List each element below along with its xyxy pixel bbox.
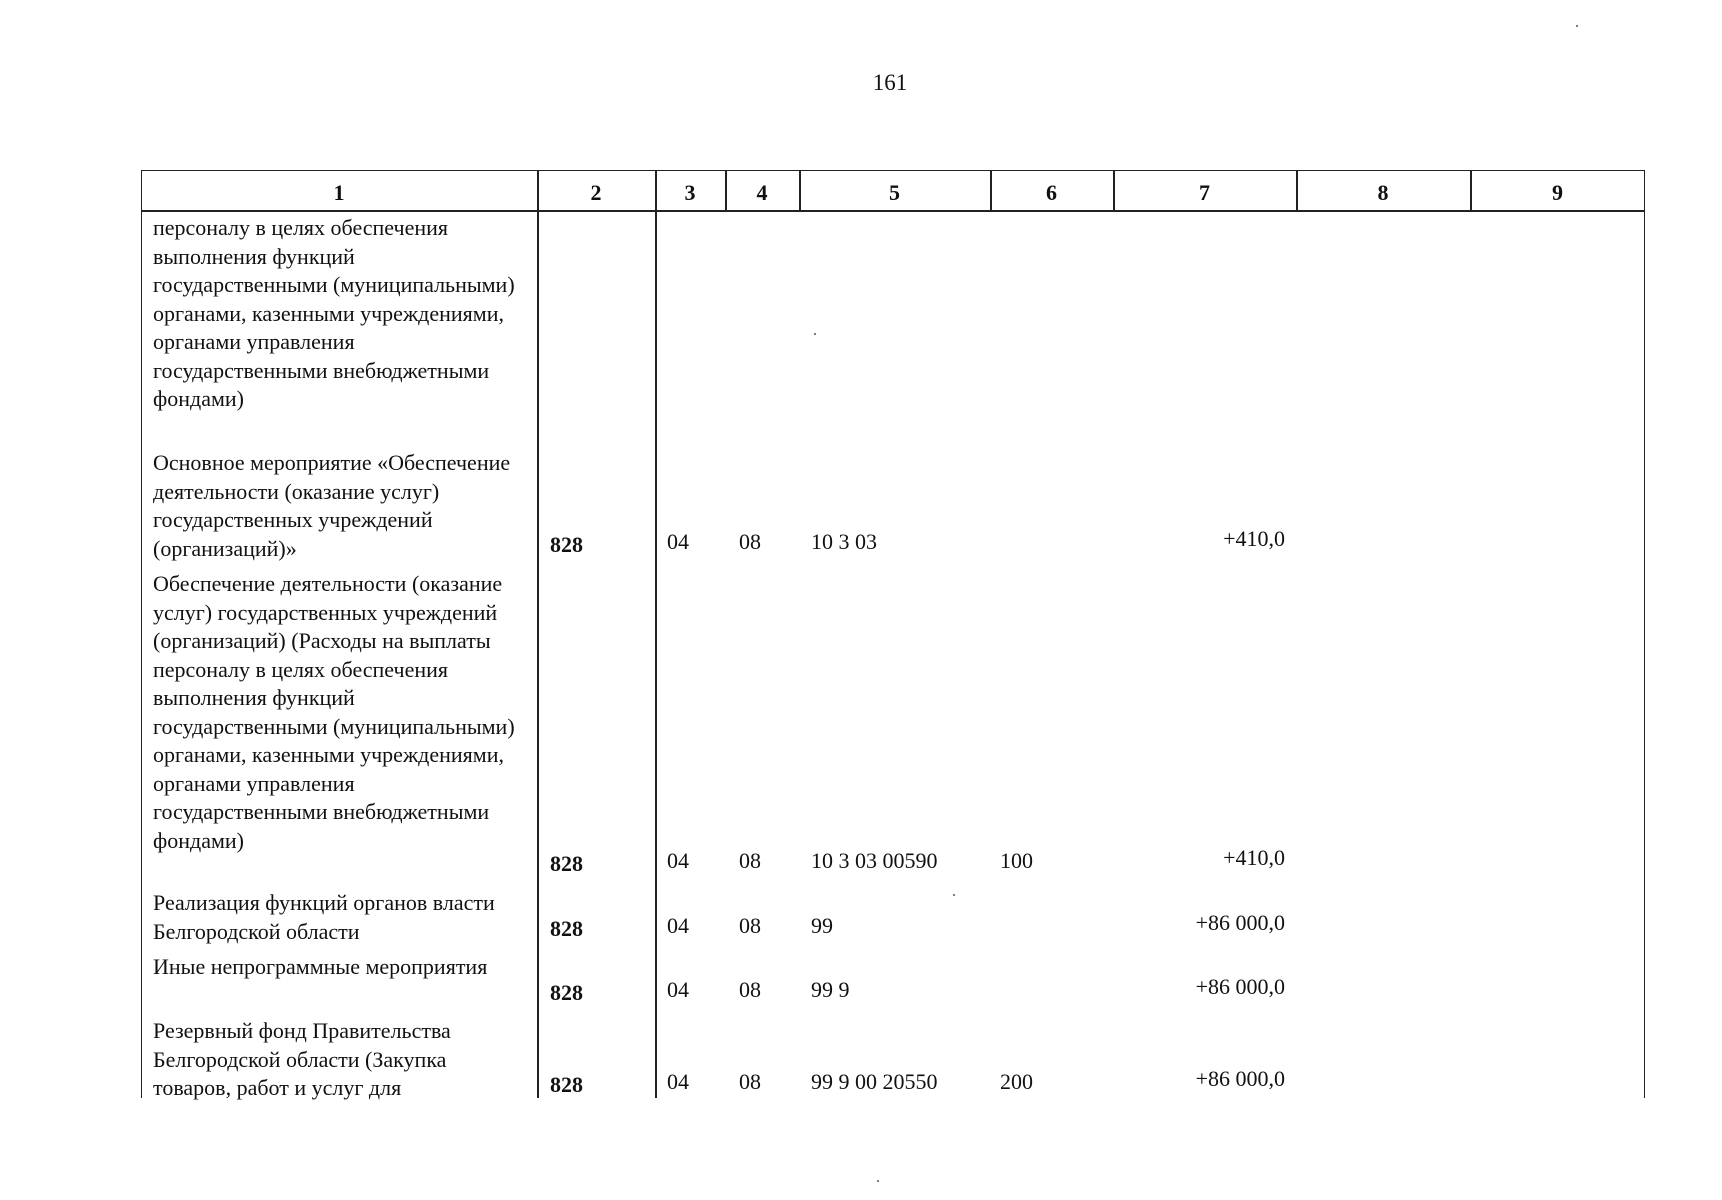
table-row-name: Иные непрограммные мероприятия	[153, 954, 488, 979]
table-cell-sum: +410,0	[1223, 845, 1285, 870]
table-cell-vr: 200	[1000, 1069, 1033, 1094]
scan-speck	[814, 333, 816, 335]
table-cell-rz: 04	[667, 1069, 689, 1094]
scan-speck	[877, 1180, 879, 1182]
scan-speck	[953, 894, 955, 896]
table-cell-sum: +86 000,0	[1195, 1066, 1285, 1091]
table-cell-rz: 04	[667, 913, 689, 938]
column-divider-2	[655, 170, 657, 1098]
table-cell-csr: 10 3 03 00590	[811, 848, 938, 873]
table-cell-rz: 04	[667, 848, 689, 873]
table-cell-ved: 828	[550, 916, 583, 941]
table-cell-pr: 08	[739, 529, 761, 554]
header-col-5: 5	[889, 180, 900, 205]
table-cell-pr: 08	[739, 848, 761, 873]
header-col-6: 6	[1046, 180, 1057, 205]
table-cell-csr: 99 9 00 20550	[811, 1069, 938, 1094]
table-cell-csr: 99	[811, 913, 833, 938]
table-row-name: персоналу в целях обеспечения выполнения функций государственными (муниципальными) органами, казенными учреждениями, органами управления государственными внебюджетными фондами)	[153, 215, 515, 411]
header-col-7: 7	[1199, 180, 1210, 205]
table-cell-vr: 100	[1000, 848, 1033, 873]
table-cell-rz: 04	[667, 529, 689, 554]
header-col-9: 9	[1552, 180, 1563, 205]
table-cell-rz: 04	[667, 977, 689, 1002]
table-cell-pr: 08	[739, 913, 761, 938]
table-cell-sum: +410,0	[1223, 526, 1285, 551]
table-cell-ved: 828	[550, 851, 583, 876]
table-cell-sum: +86 000,0	[1195, 974, 1285, 999]
header-col-2: 2	[590, 180, 602, 205]
table-cell-sum: +86 000,0	[1195, 910, 1285, 935]
table-cell-ved: 828	[550, 980, 583, 1005]
table-cell-ved: 828	[550, 532, 583, 557]
header-bottom-rule	[141, 210, 1645, 212]
table-cell-ved: 828	[550, 1072, 583, 1097]
column-divider-1	[537, 170, 539, 1098]
header-col-4: 4	[756, 180, 768, 205]
table-row-name: Резервный фонд Правительства Белгородской области (Закупка товаров, работ и услуг для	[153, 1018, 451, 1100]
table-row-name: Реализация функций органов власти Белгородской области	[153, 890, 495, 944]
header-col-1: 1	[333, 180, 345, 205]
table-row-name: Основное мероприятие «Обеспечение деятельности (оказание услуг) государственных учреждений (организаций)»	[153, 450, 511, 561]
header-col-3: 3	[684, 180, 696, 205]
table-cell-pr: 08	[739, 977, 761, 1002]
header-col-8: 8	[1377, 180, 1389, 205]
scan-speck	[1576, 25, 1578, 27]
table-row-name: Обеспечение деятельности (оказание услуг) государственных учреждений (организаций) (Расходы на выплаты персоналу в целях обеспечения выполнения функций государственными (муниципальными) органами, казенными учреждениями, органами управления государственными внебюджетными фондами)	[153, 571, 515, 853]
table-cell-csr: 10 3 03	[811, 529, 877, 554]
table-cell-pr: 08	[739, 1069, 761, 1094]
table-cell-csr: 99 9	[811, 977, 850, 1002]
page-number: 161	[872, 70, 908, 95]
